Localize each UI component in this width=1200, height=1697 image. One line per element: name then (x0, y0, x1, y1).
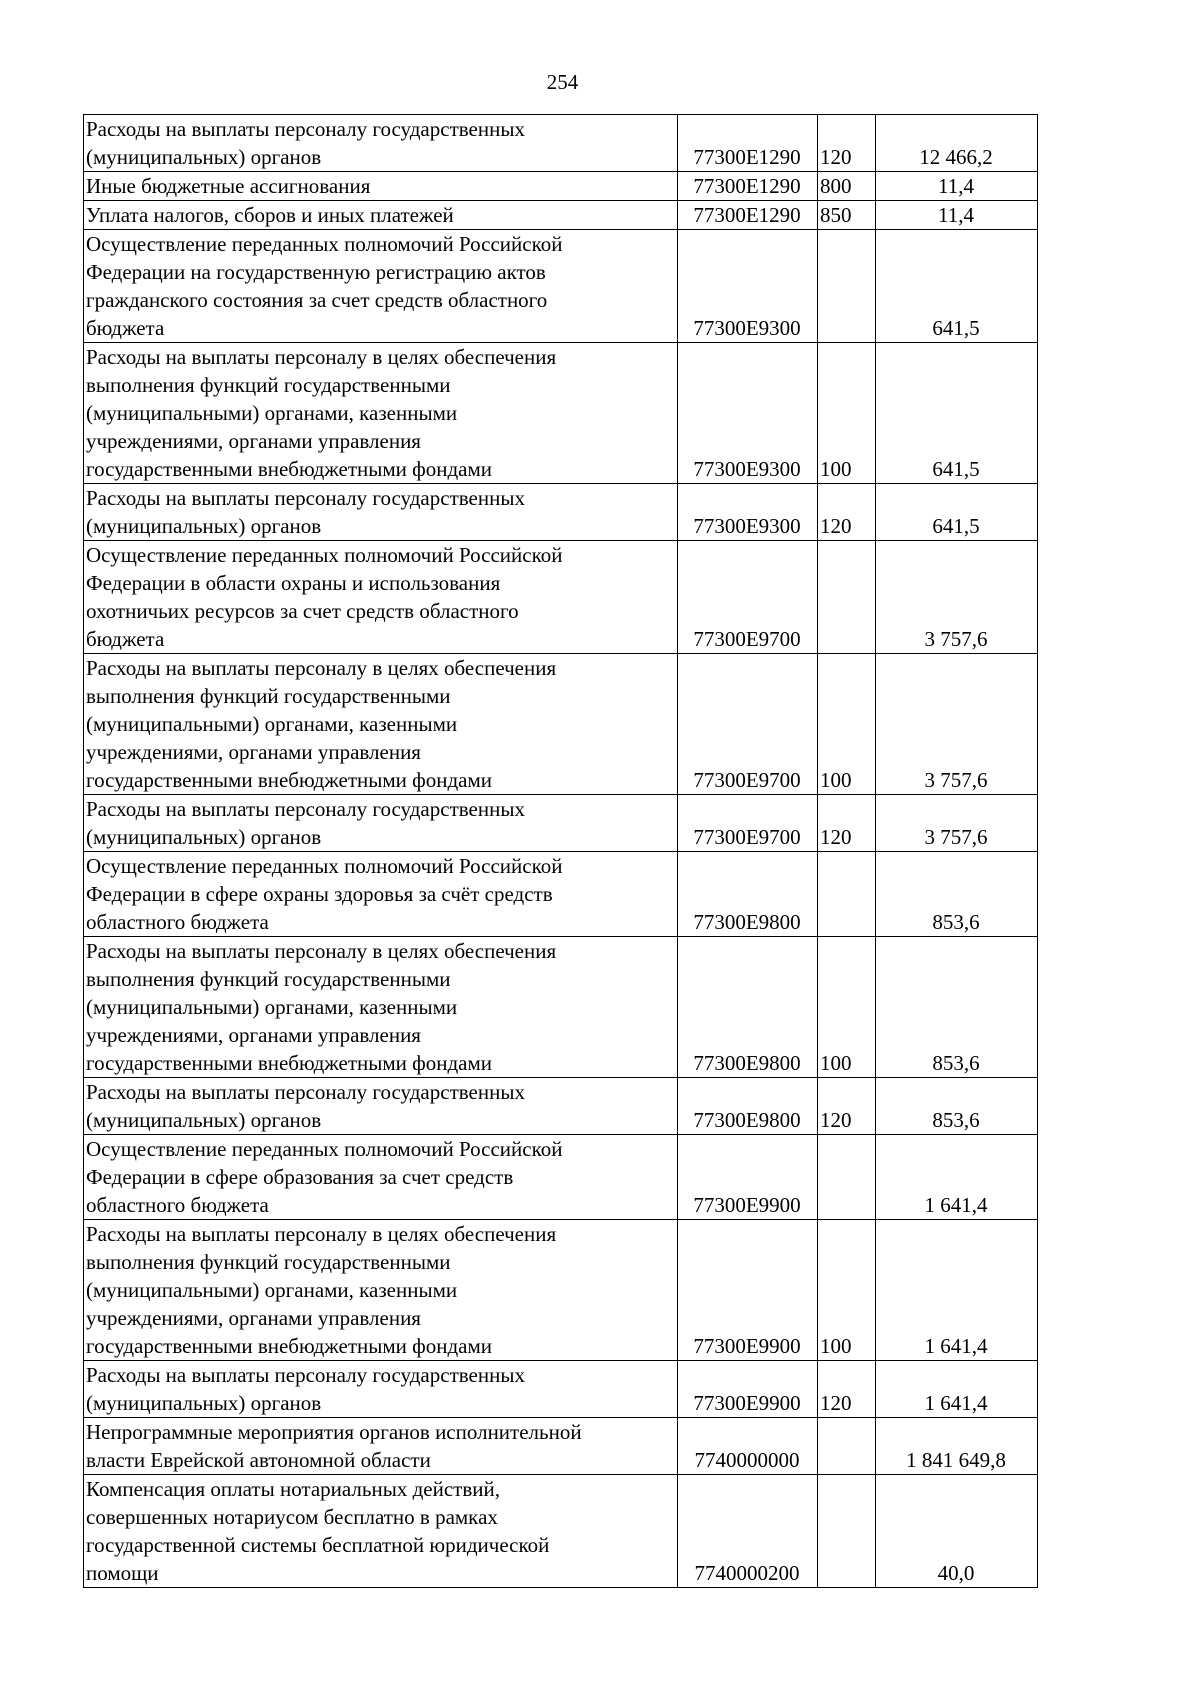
target-article-code-cell: 77300E9300 (678, 343, 818, 484)
expense-name-line: учреждениями, органами управления (86, 1306, 421, 1330)
table-row (84, 654, 1038, 795)
expense-name-cell (84, 201, 678, 230)
expense-name-line: государственными внебюджетными фондами (86, 1334, 493, 1358)
expense-name-line: Расходы на выплаты персоналу государственных (86, 117, 525, 141)
expense-name-line: Осуществление переданных полномочий Российской (86, 854, 563, 878)
amount-cell: 3 757,6 (876, 541, 1038, 654)
expense-type-cell (818, 230, 876, 343)
expense-type-cell: 120 (818, 484, 876, 541)
amount-cell: 853,6 (876, 852, 1038, 937)
table-row (84, 115, 1038, 172)
expense-name-line: государственными внебюджетными фондами (86, 457, 493, 481)
expense-type-cell: 120 (818, 1078, 876, 1135)
expense-name-line: выполнения функций государственными (86, 684, 451, 708)
target-article-code-cell: 77300E9900 (678, 1220, 818, 1361)
expense-name-line: Расходы на выплаты персоналу государственных (86, 797, 525, 821)
target-article-code-cell: 7740000200 (678, 1475, 818, 1588)
expense-name-line: Федерации в сфере охраны здоровья за счёт средств (86, 882, 553, 906)
amount-cell: 641,5 (876, 343, 1038, 484)
expense-name-line: выполнения функций государственными (86, 1250, 451, 1274)
expense-name-cell (84, 1078, 678, 1135)
expense-name-line: Осуществление переданных полномочий Российской (86, 1137, 563, 1161)
expense-name-line: Расходы на выплаты персоналу государственных (86, 1080, 525, 1104)
expense-name-line: (муниципальных) органов (86, 825, 322, 849)
expense-name-line: Осуществление переданных полномочий Российской (86, 543, 563, 567)
table-row (84, 1135, 1038, 1220)
expense-name-line: (муниципальными) органами, казенными (86, 995, 458, 1019)
expense-name-cell (84, 795, 678, 852)
target-article-code-cell: 77300E9300 (678, 230, 818, 343)
expense-name-line: учреждениями, органами управления (86, 1023, 421, 1047)
expense-name-cell (84, 1361, 678, 1418)
expense-name-line: Расходы на выплаты персоналу в целях обеспечения (86, 656, 557, 680)
expense-name-line: Федерации на государственную регистрацию актов (86, 260, 546, 284)
expense-name-line: (муниципальных) органов (86, 145, 322, 169)
expense-name-line: учреждениями, органами управления (86, 740, 421, 764)
table-row (84, 852, 1038, 937)
expense-name-cell (84, 541, 678, 654)
expense-type-cell: 100 (818, 343, 876, 484)
target-article-code-cell: 77300E9800 (678, 937, 818, 1078)
target-article-code-cell: 77300E9800 (678, 1078, 818, 1135)
table-row (84, 201, 1038, 230)
expense-name-line: Непрограммные мероприятия органов исполнительной (86, 1420, 582, 1444)
expense-name-line: Уплата налогов, сборов и иных платежей (86, 203, 454, 227)
amount-cell: 12 466,2 (876, 115, 1038, 172)
target-article-code-cell: 77300E1290 (678, 201, 818, 230)
page-number: 254 (546, 70, 579, 94)
amount-cell: 1 641,4 (876, 1220, 1038, 1361)
expense-type-cell: 850 (818, 201, 876, 230)
amount-cell: 1 841 649,8 (876, 1418, 1038, 1475)
expense-name-cell (84, 343, 678, 484)
table-row (84, 541, 1038, 654)
expense-name-line: совершенных нотариусом бесплатно в рамках (86, 1505, 498, 1529)
expense-name-line: Расходы на выплаты персоналу государственных (86, 486, 525, 510)
expense-name-line: Компенсация оплаты нотариальных действий, (86, 1477, 500, 1501)
target-article-code-cell: 77300E9700 (678, 795, 818, 852)
table-row (84, 1475, 1038, 1588)
expense-type-cell (818, 1135, 876, 1220)
expense-name-line: помощи (86, 1561, 159, 1585)
target-article-code-cell: 77300E9800 (678, 852, 818, 937)
expense-name-line: гражданского состояния за счет средств областного (86, 288, 548, 312)
amount-cell: 853,6 (876, 1078, 1038, 1135)
expense-type-cell: 100 (818, 937, 876, 1078)
table-row (84, 484, 1038, 541)
budget-table (83, 114, 1038, 1588)
expense-type-cell: 120 (818, 1361, 876, 1418)
target-article-code-cell: 77300E1290 (678, 115, 818, 172)
expense-name-cell (84, 484, 678, 541)
target-article-code-cell: 7740000000 (678, 1418, 818, 1475)
expense-name-cell (84, 937, 678, 1078)
table-row (84, 1078, 1038, 1135)
table-row (84, 343, 1038, 484)
expense-name-line: выполнения функций государственными (86, 967, 451, 991)
expense-name-line: (муниципальных) органов (86, 1108, 322, 1132)
expense-name-line: выполнения функций государственными (86, 373, 451, 397)
expense-name-line: власти Еврейской автономной области (86, 1448, 431, 1472)
expense-name-cell (84, 1418, 678, 1475)
target-article-code-cell: 77300E1290 (678, 172, 818, 201)
target-article-code-cell: 77300E9700 (678, 541, 818, 654)
expense-name-line: Федерации в области охраны и использования (86, 571, 501, 595)
expense-name-line: государственными внебюджетными фондами (86, 1051, 493, 1075)
expense-type-cell: 800 (818, 172, 876, 201)
budget-table-body (84, 115, 1038, 1588)
table-row (84, 172, 1038, 201)
expense-type-cell: 120 (818, 795, 876, 852)
table-row (84, 937, 1038, 1078)
expense-name-cell (84, 852, 678, 937)
expense-type-cell: 100 (818, 1220, 876, 1361)
expense-name-cell (84, 230, 678, 343)
amount-cell: 641,5 (876, 484, 1038, 541)
table-row (84, 1361, 1038, 1418)
amount-cell: 11,4 (876, 172, 1038, 201)
amount-cell: 853,6 (876, 937, 1038, 1078)
expense-name-cell (84, 1135, 678, 1220)
expense-name-line: Расходы на выплаты персоналу государственных (86, 1363, 525, 1387)
expense-name-line: (муниципальных) органов (86, 1391, 322, 1415)
amount-cell: 641,5 (876, 230, 1038, 343)
expense-type-cell (818, 541, 876, 654)
amount-cell: 3 757,6 (876, 654, 1038, 795)
expense-name-cell (84, 1220, 678, 1361)
table-row (84, 1418, 1038, 1475)
expense-name-line: Осуществление переданных полномочий Российской (86, 232, 563, 256)
expense-name-line: бюджета (86, 316, 165, 340)
expense-name-line: областного бюджета (86, 1193, 269, 1217)
target-article-code-cell: 77300E9300 (678, 484, 818, 541)
expense-name-line: Расходы на выплаты персоналу в целях обеспечения (86, 1222, 557, 1246)
table-row (84, 795, 1038, 852)
amount-cell: 1 641,4 (876, 1361, 1038, 1418)
expense-name-cell (84, 654, 678, 795)
expense-name-line: (муниципальными) органами, казенными (86, 712, 458, 736)
expense-name-cell (84, 172, 678, 201)
expense-type-cell (818, 1418, 876, 1475)
target-article-code-cell: 77300E9900 (678, 1135, 818, 1220)
expense-name-line: Расходы на выплаты персоналу в целях обеспечения (86, 939, 557, 963)
expense-name-line: бюджета (86, 627, 165, 651)
expense-name-line: областного бюджета (86, 910, 269, 934)
expense-name-line: государственными внебюджетными фондами (86, 768, 493, 792)
amount-cell: 3 757,6 (876, 795, 1038, 852)
expense-type-cell: 100 (818, 654, 876, 795)
expense-name-line: (муниципальных) органов (86, 514, 322, 538)
expense-name-line: Иные бюджетные ассигнования (86, 174, 371, 198)
expense-name-line: (муниципальными) органами, казенными (86, 401, 458, 425)
expense-name-cell (84, 115, 678, 172)
expense-name-line: учреждениями, органами управления (86, 429, 421, 453)
expense-name-cell (84, 1475, 678, 1588)
expense-name-line: (муниципальными) органами, казенными (86, 1278, 458, 1302)
amount-cell: 40,0 (876, 1475, 1038, 1588)
target-article-code-cell: 77300E9700 (678, 654, 818, 795)
amount-cell: 1 641,4 (876, 1135, 1038, 1220)
table-row (84, 230, 1038, 343)
table-row (84, 1220, 1038, 1361)
expense-name-line: государственной системы бесплатной юридической (86, 1533, 550, 1557)
expense-name-line: Расходы на выплаты персоналу в целях обеспечения (86, 345, 557, 369)
expense-name-line: Федерации в сфере образования за счет средств (86, 1165, 514, 1189)
target-article-code-cell: 77300E9900 (678, 1361, 818, 1418)
expense-type-cell (818, 852, 876, 937)
amount-cell: 11,4 (876, 201, 1038, 230)
expense-name-line: охотничьих ресурсов за счет средств областного (86, 599, 519, 623)
expense-type-cell: 120 (818, 115, 876, 172)
expense-type-cell (818, 1475, 876, 1588)
